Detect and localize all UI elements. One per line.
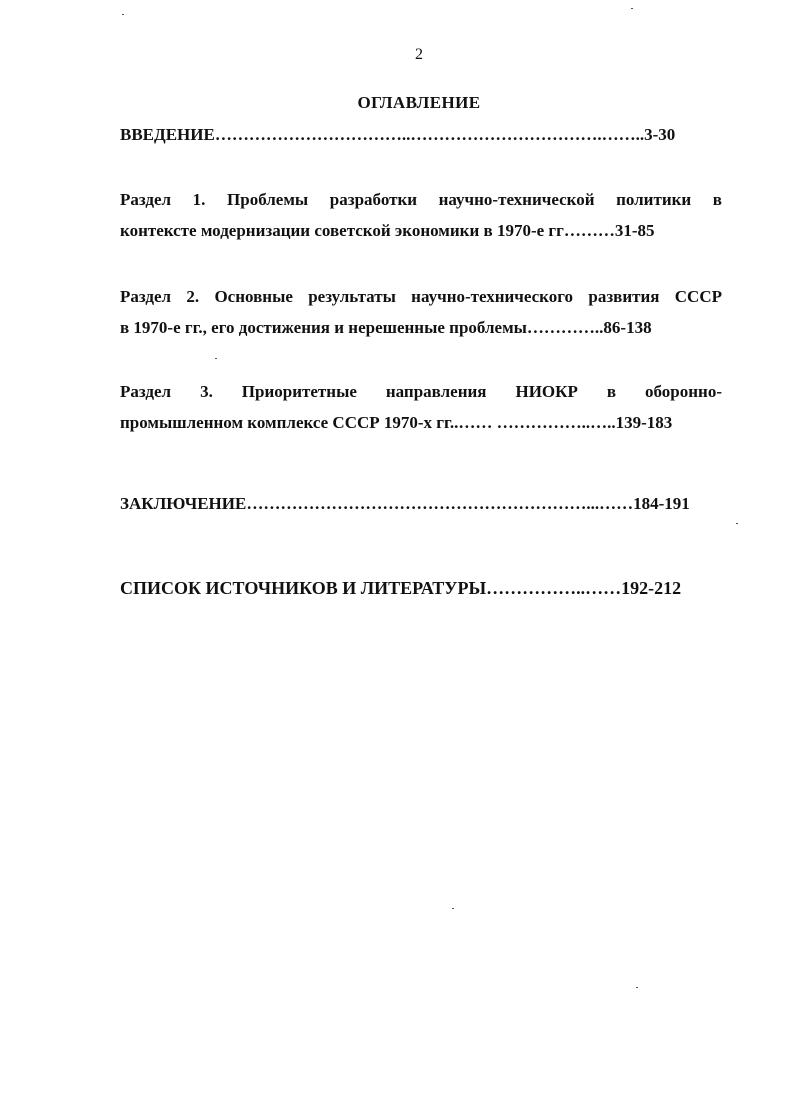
- toc-entry-section-1-line-2: контексте модернизации советской экономики в 1970-е гг………31-85: [120, 221, 655, 240]
- page-number: 2: [415, 46, 423, 63]
- scan-speck: [215, 358, 217, 359]
- toc-entry-section-1-line-1: Раздел 1. Проблемы разработки научно-технической политики в: [120, 190, 722, 209]
- toc-entry-section-3-line-1: Раздел 3. Приоритетные направления НИОКР в оборонно-: [120, 382, 722, 401]
- toc-entry-conclusion: ЗАКЛЮЧЕНИЕ……………………………………………………...……184-191: [120, 494, 690, 513]
- toc-entry-sources: СПИСОК ИСТОЧНИКОВ И ЛИТЕРАТУРЫ……………..……192-212: [120, 578, 682, 598]
- toc-entry-section-2-line-1: Раздел 2. Основные результаты научно-технического развития СССР: [120, 287, 722, 306]
- scan-speck: [122, 14, 124, 15]
- toc-title: ОГЛАВЛЕНИЕ: [357, 93, 481, 112]
- scan-speck: [736, 523, 738, 524]
- scan-speck: [631, 8, 633, 9]
- toc-entry-section-3-line-2: промышленном комплексе СССР 1970-х гг..…… ……………..…..139-183: [120, 413, 673, 432]
- toc-entry-introduction: ВВЕДЕНИЕ……………………………..…………………………….……..3-30: [120, 125, 676, 144]
- toc-entry-section-2-line-2: в 1970-е гг., его достижения и нерешенные проблемы…………..86-138: [120, 318, 652, 337]
- scan-speck: [452, 908, 454, 909]
- scan-speck: [636, 987, 638, 988]
